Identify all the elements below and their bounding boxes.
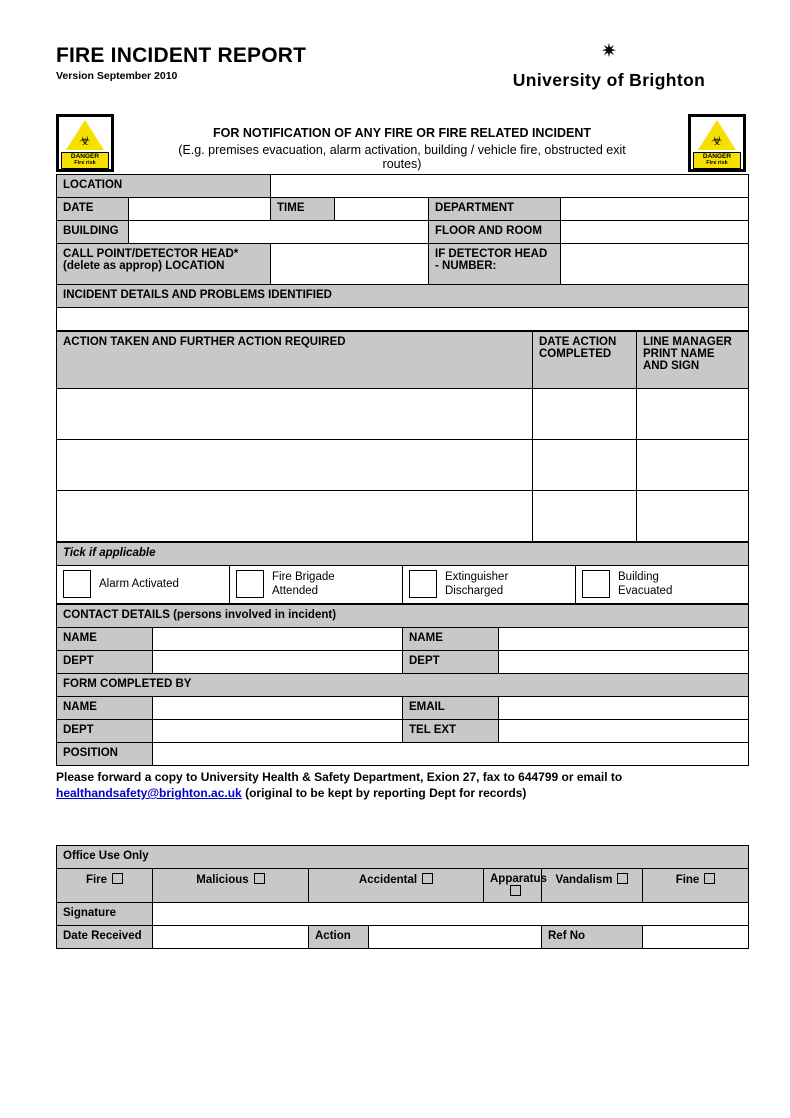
checkbox-building-evacuated[interactable] <box>582 570 610 598</box>
table-row <box>57 696 749 719</box>
office-category-fine[interactable] <box>643 869 749 903</box>
signature-input[interactable] <box>153 903 749 926</box>
line-manager-line-1: LINE MANAGER <box>643 336 732 348</box>
table-row-date-time-department <box>57 198 749 221</box>
date-received-label: Date Received <box>57 926 153 949</box>
notification-line-2: (E.g. premises evacuation, alarm activation, building / vehicle fire, obstructed exit routes) <box>178 143 626 171</box>
university-brand <box>484 42 734 91</box>
contact-details-heading: CONTACT DETAILS (persons involved in incident) <box>57 604 749 627</box>
office-category-accidental[interactable] <box>309 869 484 903</box>
hazard-label-left <box>61 152 109 169</box>
tick-if-applicable-table <box>56 542 749 604</box>
contact-details-table <box>56 604 749 766</box>
action-date-input[interactable] <box>533 440 637 491</box>
time-label: TIME <box>271 198 335 221</box>
checkbox-apparatus[interactable] <box>510 885 521 896</box>
fire-risk-hazard-sign-right <box>688 114 746 172</box>
office-category-fire[interactable] <box>57 869 153 903</box>
table-row-building-floor <box>57 221 749 244</box>
ref-no-label: Ref No <box>542 926 643 949</box>
call-point-label-line-1: CALL POINT/DETECTOR HEAD* <box>63 248 239 260</box>
incident-details-heading: INCIDENT DETAILS AND PROBLEMS IDENTIFIED <box>57 285 749 308</box>
checkbox-extinguisher-discharged[interactable] <box>409 570 437 598</box>
completed-name-input[interactable] <box>153 696 403 719</box>
fire-risk-hazard-sign-left <box>56 114 114 172</box>
date-input[interactable] <box>129 198 271 221</box>
table-row <box>57 650 749 673</box>
hazard-label-right <box>693 152 741 169</box>
office-use-only-section <box>56 845 748 949</box>
action-manager-input[interactable] <box>637 440 749 491</box>
completed-email-label: EMAIL <box>403 696 499 719</box>
office-category-apparatus-label: Apparatus <box>490 873 547 886</box>
date-label: DATE <box>57 198 129 221</box>
office-use-only-heading: Office Use Only <box>57 846 749 869</box>
date-action-completed-line-2: COMPLETED <box>539 348 612 360</box>
checkbox-alarm-activated[interactable] <box>63 570 91 598</box>
action-input[interactable] <box>57 440 533 491</box>
tick-label-building-line-2: Evacuated <box>618 585 673 598</box>
line-manager-heading <box>637 332 749 389</box>
floor-room-label: FLOOR AND ROOM <box>429 221 561 244</box>
notification-line-1: FOR NOTIFICATION OF ANY FIRE OR FIRE RELATED INCIDENT <box>212 126 591 140</box>
incident-details-input[interactable] <box>57 308 749 331</box>
table-row <box>57 742 749 765</box>
contact-dept-input-2[interactable] <box>499 650 749 673</box>
call-point-label <box>57 244 271 285</box>
table-row-incident-body <box>57 308 749 331</box>
checkbox-accidental[interactable] <box>422 873 433 884</box>
tick-label-fire-brigade <box>272 570 335 599</box>
completed-name-label: NAME <box>57 696 153 719</box>
table-row <box>57 719 749 742</box>
contact-name-label-2: NAME <box>403 627 499 650</box>
office-categories-row <box>57 869 749 903</box>
location-input[interactable] <box>271 175 749 198</box>
office-category-fine-label: Fine <box>675 874 700 887</box>
warning-triangle-icon <box>698 120 736 150</box>
forward-instructions-line-1: Please forward a copy to University Health & Safety Department, Exion 27, fax to 644799 or email to <box>56 769 623 784</box>
action-table-header-row <box>57 332 749 389</box>
tick-heading-row <box>57 543 749 566</box>
office-action-input[interactable] <box>369 926 542 949</box>
table-row-incident-heading <box>57 285 749 308</box>
action-input[interactable] <box>57 491 533 542</box>
location-label: LOCATION <box>57 175 271 198</box>
university-name: University of Brighton <box>512 70 706 90</box>
office-heading-row <box>57 846 749 869</box>
university-logo-icon: ✷ <box>601 41 617 62</box>
office-category-vandalism[interactable] <box>542 869 643 903</box>
contact-dept-input-1[interactable] <box>153 650 403 673</box>
hazard-subtext: Fire risk <box>706 159 728 166</box>
office-category-apparatus[interactable] <box>484 869 547 903</box>
tick-options-row <box>57 566 749 604</box>
checkbox-fire-brigade-attended[interactable] <box>236 570 264 598</box>
office-category-vandalism-label: Vandalism <box>555 874 613 887</box>
detector-head-label <box>429 244 561 285</box>
office-use-only-table <box>56 845 749 949</box>
completed-tel-input[interactable] <box>499 719 749 742</box>
completed-dept-label: DEPT <box>57 719 153 742</box>
tick-option-building-evacuated[interactable] <box>576 566 749 604</box>
time-input[interactable] <box>335 198 429 221</box>
table-row <box>57 903 749 926</box>
table-row <box>57 926 749 949</box>
office-category-malicious[interactable] <box>153 869 309 903</box>
office-category-malicious-label: Malicious <box>196 874 249 887</box>
tick-label-fire-brigade-line-1: Fire Brigade <box>272 571 335 583</box>
completed-position-input[interactable] <box>153 742 749 765</box>
contact-name-input-1[interactable] <box>153 627 403 650</box>
contact-dept-label-1: DEPT <box>57 650 153 673</box>
hazard-danger-text: DANGER <box>702 153 732 160</box>
tick-option-extinguisher-discharged[interactable] <box>403 566 576 604</box>
form-completed-by-heading: FORM COMPLETED BY <box>57 673 749 696</box>
flame-icon: ☣ <box>711 133 723 148</box>
action-input[interactable] <box>57 389 533 440</box>
health-and-safety-email-link[interactable]: healthandsafety@brighton.ac.uk <box>56 785 242 800</box>
action-manager-input[interactable] <box>637 491 749 542</box>
checkbox-vandalism[interactable] <box>617 873 628 884</box>
tick-if-applicable-heading: Tick if applicable <box>57 543 749 566</box>
action-taken-table <box>56 331 749 542</box>
table-row-call-point <box>57 244 749 285</box>
form-completed-by-heading-row <box>57 673 749 696</box>
hazard-danger-text: DANGER <box>70 153 100 160</box>
checkbox-fine[interactable] <box>704 873 715 884</box>
call-point-label-line-2: (delete as approp) LOCATION <box>63 260 225 272</box>
tick-label-fire-brigade-line-2: Attended <box>272 585 319 598</box>
action-date-input[interactable] <box>533 389 637 440</box>
detector-head-label-line-1: IF DETECTOR HEAD <box>435 248 548 260</box>
action-manager-input[interactable] <box>637 389 749 440</box>
table-row <box>57 627 749 650</box>
date-action-completed-heading <box>533 332 637 389</box>
notification-row <box>56 114 748 174</box>
floor-room-input[interactable] <box>561 221 749 244</box>
completed-dept-input[interactable] <box>153 719 403 742</box>
tick-label-building-line-1: Building <box>618 571 659 583</box>
page-title: FIRE INCIDENT REPORT <box>56 44 307 67</box>
warning-triangle-icon <box>66 120 104 150</box>
tick-label-alarm-activated: Alarm Activated <box>99 577 179 590</box>
flame-icon: ☣ <box>79 133 91 148</box>
detector-head-label-line-2: - NUMBER: <box>435 260 497 272</box>
completed-tel-label: TEL EXT <box>403 719 499 742</box>
call-point-input[interactable] <box>271 244 429 285</box>
building-input[interactable] <box>129 221 429 244</box>
hazard-subtext: Fire risk <box>74 159 96 166</box>
tick-option-fire-brigade-attended[interactable] <box>230 566 403 604</box>
notification-text <box>176 126 628 171</box>
detector-head-input[interactable] <box>561 244 749 285</box>
incident-details-table <box>56 174 749 331</box>
forward-instructions-line-2: (original to be kept by reporting Dept for records) <box>241 785 527 800</box>
forward-instructions <box>56 769 748 801</box>
action-taken-heading: ACTION TAKEN AND FURTHER ACTION REQUIRED <box>57 332 533 389</box>
completed-email-input[interactable] <box>499 696 749 719</box>
department-label: DEPARTMENT <box>429 198 561 221</box>
tick-option-alarm-activated[interactable] <box>57 566 230 604</box>
department-input[interactable] <box>561 198 749 221</box>
line-manager-line-3: AND SIGN <box>643 360 700 372</box>
checkbox-fire[interactable] <box>112 873 123 884</box>
action-date-input[interactable] <box>533 491 637 542</box>
office-category-fire-label: Fire <box>85 874 108 887</box>
table-row-location <box>57 175 749 198</box>
completed-position-label: POSITION <box>57 742 153 765</box>
tick-label-extinguisher <box>445 570 508 599</box>
tick-label-extinguisher-line-1: Extinguisher <box>445 571 509 583</box>
tick-label-building <box>618 570 672 599</box>
building-label: BUILDING <box>57 221 129 244</box>
date-action-completed-line-1: DATE ACTION <box>539 336 617 348</box>
line-manager-line-2: PRINT NAME <box>643 348 715 360</box>
table-row <box>57 491 749 542</box>
signature-label: Signature <box>57 903 153 926</box>
office-category-accidental-label: Accidental <box>358 874 418 887</box>
contact-name-label-1: NAME <box>57 627 153 650</box>
table-row <box>57 440 749 491</box>
date-received-input[interactable] <box>153 926 309 949</box>
table-row <box>57 389 749 440</box>
document-header <box>56 41 748 106</box>
contact-heading-row <box>57 604 749 627</box>
ref-no-input[interactable] <box>643 926 749 949</box>
contact-name-input-2[interactable] <box>499 627 749 650</box>
contact-dept-label-2: DEPT <box>403 650 499 673</box>
office-action-label: Action <box>309 926 369 949</box>
checkbox-malicious[interactable] <box>254 873 265 884</box>
tick-label-extinguisher-line-2: Discharged <box>445 585 504 598</box>
document-version: Version September 2010 <box>56 70 178 83</box>
